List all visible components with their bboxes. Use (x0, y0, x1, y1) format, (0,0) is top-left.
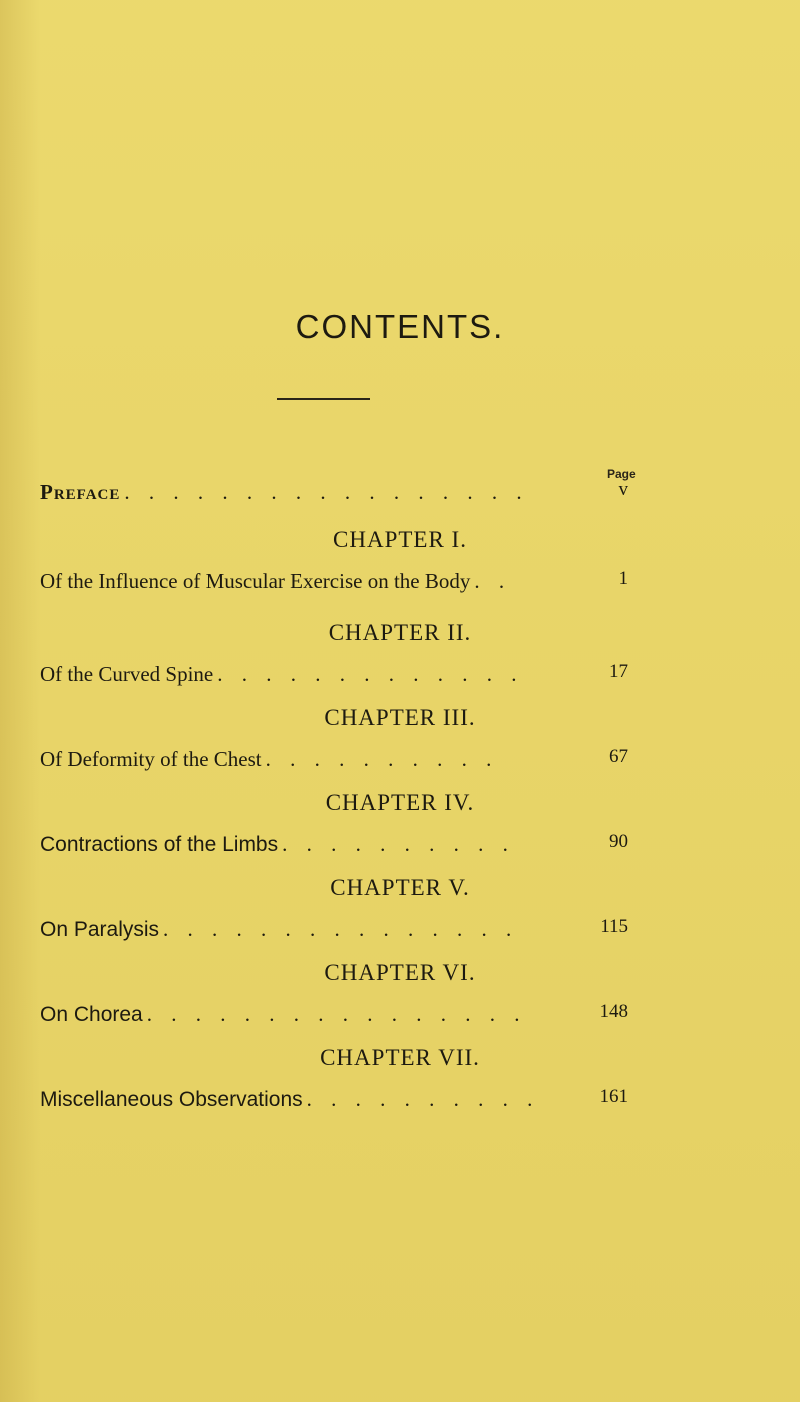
toc-entry-page: 161 (599, 1086, 628, 1107)
toc-entry-label: Miscellaneous Observations (40, 1088, 303, 1111)
chapter-heading-7: CHAPTER VII. (320, 1045, 480, 1070)
chapter-heading-2: CHAPTER II. (328, 620, 472, 645)
toc-entry-label: Preface (40, 480, 121, 504)
leader-dots: . . (474, 569, 512, 593)
toc-entry-label: Of the Influence of Muscular Exercise on the Body (40, 569, 471, 593)
chapter-heading-3: CHAPTER III. (324, 705, 476, 730)
toc-entry-label: Contractions of the Limbs (40, 833, 279, 856)
toc-entry-chapter-4 (40, 832, 628, 857)
chapter-heading-5: CHAPTER V. (330, 875, 470, 900)
title-rule (277, 398, 370, 400)
toc-entry-chapter-6 (40, 1002, 628, 1027)
leader-dots: . . . . . . . . . . . . . . . . (146, 1002, 527, 1026)
toc-entry-chapter-1 (40, 569, 628, 594)
leader-dots: . . . . . . . . . . (282, 832, 515, 856)
toc-entry-page: 90 (609, 831, 628, 852)
page-column-label: Page (607, 467, 636, 481)
toc-entry-page: 148 (599, 1001, 628, 1022)
toc-entry-page: 67 (609, 746, 628, 767)
toc-entry-chapter-3 (40, 747, 628, 772)
toc-entry-label: On Chorea (40, 1003, 143, 1026)
leader-dots: . . . . . . . . . . (265, 747, 499, 771)
toc-entry-page: 17 (609, 661, 628, 682)
toc-entry-chapter-5 (40, 917, 628, 942)
chapter-heading-6: CHAPTER VI. (324, 960, 476, 985)
toc-entry-label: Of the Curved Spine (40, 662, 214, 686)
toc-entry-preface (40, 480, 628, 505)
leader-dots: . . . . . . . . . . . . . . . (163, 917, 519, 941)
chapter-heading-1: CHAPTER I. (333, 527, 467, 552)
chapter-heading-4: CHAPTER IV. (325, 790, 475, 815)
contents-title: CONTENTS. (295, 308, 505, 345)
toc-entry-page: v (618, 479, 628, 500)
toc-entry-label: Of Deformity of the Chest (40, 747, 262, 771)
toc-entry-label: On Paralysis (40, 918, 160, 941)
toc-entry-page: 1 (618, 568, 628, 589)
leader-dots: . . . . . . . . . . . . . . . . . (124, 480, 529, 504)
toc-entry-chapter-2 (40, 662, 628, 687)
leader-dots: . . . . . . . . . . (306, 1087, 540, 1111)
leader-dots: . . . . . . . . . . . . . (217, 662, 524, 686)
toc-entry-page: 115 (600, 916, 628, 937)
toc-entry-chapter-7 (40, 1087, 628, 1112)
